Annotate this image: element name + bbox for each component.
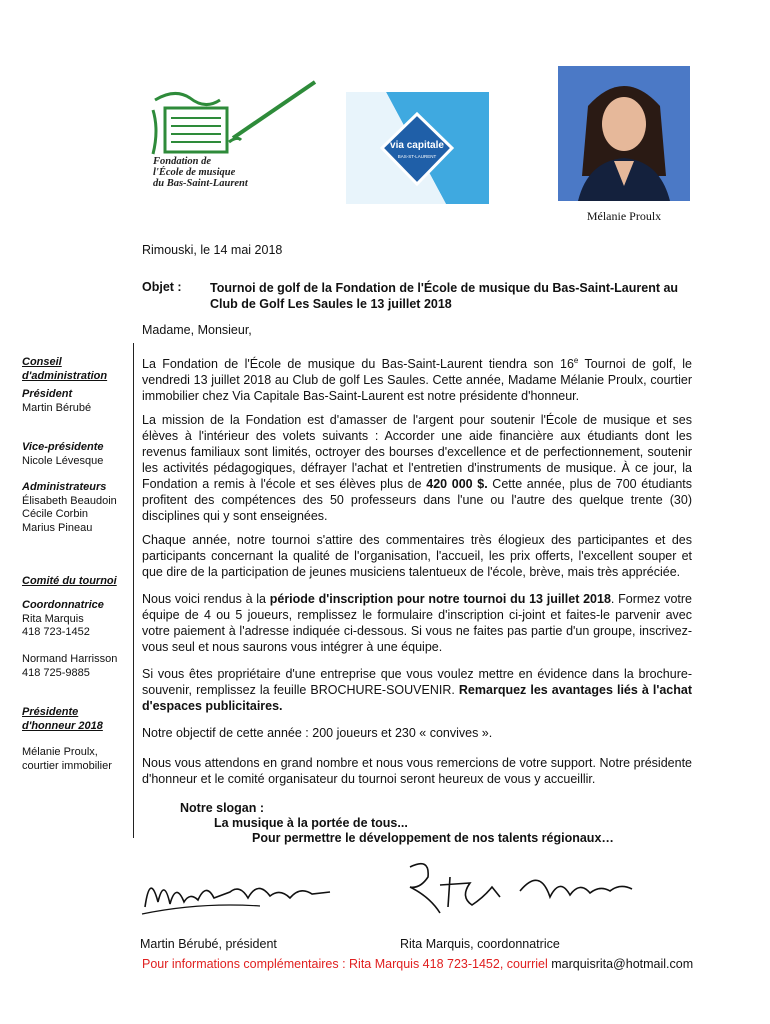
sidebar-admins [22,481,130,535]
signature-left [140,862,350,951]
sidebar-name: Rita Marquis [22,612,84,625]
sidebar-coord [22,599,130,640]
sidebar-heading: Présidente d'honneur 2018 [22,706,103,732]
fondation-logo [145,70,330,200]
signature-left-name: Martin Bérubé, président [140,937,277,951]
letter-date: Rimouski, le 14 mai 2018 [142,243,283,257]
sidebar-name: Normand Harrisson [22,653,118,665]
sidebar-title: courtier immobilier [22,759,112,772]
sidebar-name: Élisabeth Beaudoin [22,494,117,507]
paragraph-4: Nous voici rendus à la période d'inscription pour notre tournoi du 13 juillet 2018. Formez votre équipe de 4 ou 5 joueurs, remplissez le formulaire d'inscription ci-joint et faites-le parvenir avec votre paiement à l'adresse indiquée ci-dessous. Si vous ne faites pas partie d'un groupe, inscrivez-vous seul et nous saurons vous intégrer à une équipe. [142,592,692,654]
sidebar-phone: 418 725-9885 [22,666,90,679]
signature-right [400,857,640,951]
sidebar-conseil [22,356,130,383]
signature-martin-icon [140,862,350,922]
sidebar-name: Mélanie Proulx, [22,746,98,758]
objet-text: Tournoi de golf de la Fondation de l'École de musique du Bas-Saint-Laurent au Club de Golf Les Saules le 13 juillet 2018 [210,281,679,311]
sidebar-name: Nicole Lévesque [22,454,104,467]
paragraph-5: Si vous êtes propriétaire d'une entreprise que vous voulez mettre en évidence dans la brochure-souvenir, remplissez la feuille BROCHURE-SOUVENIR. Remarquez les avantages liés à l'achat d'espaces publicitaires. [142,667,692,713]
salutation: Madame, Monsieur, [142,323,252,337]
sidebar-honneur [22,706,130,733]
paragraph-7: Nous vous attendons en grand nombre et nous vous remercions de votre support. Notre présidente d'honneur et le comité organisateur du tournoi seront heureux de vous y accueillir. [142,756,692,786]
footer-contact: Pour informations complémentaires : Rita Marquis 418 723-1452, courriel marquisrita@hotmail.com [142,957,694,971]
signature-rita-icon [400,857,640,922]
sidebar-phone: 418 723-1452 [22,626,90,638]
portrait-photo [558,66,690,201]
slogan-line-2: Pour permettre le développement de nos talents régionaux… [252,831,614,845]
sidebar-heading: Comité du tournoi [22,575,117,587]
sidebar-comite [22,575,130,589]
sidebar-heading: Conseil d'administration [22,356,108,382]
slogan-title: Notre slogan : [180,801,265,815]
fondation-logo-text: Fondation de l'École de musique du Bas-Saint-Laurent [153,156,248,189]
sidebar-vp [22,441,130,468]
sidebar-role: Administrateurs [22,481,107,493]
paragraph-6: Notre objectif de cette année : 200 joueurs et 230 « convives ». [142,726,493,740]
via-capitale-logo [346,92,489,204]
via-brand: via capitale [390,140,444,151]
sidebar-honneur-person [22,746,130,773]
sidebar-name: Marius Pineau [22,521,93,534]
sidebar-role: Coordonnatrice [22,599,104,611]
paragraph-1: La Fondation de l'École de musique du Bas-Saint-Laurent tiendra son 16e Tournoi de golf, le vendredi 13 juillet 2018 au Club de golf Les Saules. Cette année, Madame Mélanie Proulx, courtier immobilier chez Via Capitale Bas-Saint-Laurent est notre présidente d'honneur. [142,356,692,404]
sidebar-divider [133,343,134,838]
sidebar-role: Président [22,388,73,400]
slogan-line-1: La musique à la portée de tous... [214,816,408,830]
paragraph-3: Chaque année, notre tournoi s'attire des commentaires très élogieux des participantes et des participants concernant la qualité de l'organisation, l'accueil, les prix offerts, l'excellent souper et que dire de la participation de jeunes musiciens talentueux de l'école, brève, mais très appréciée. [142,533,692,579]
via-sub: BAS-ST-LAURENT [397,154,437,159]
signature-right-name: Rita Marquis, coordonnatrice [400,937,560,951]
objet-label: Objet : [142,280,182,294]
sidebar-other [22,653,130,680]
sidebar-name: Martin Bérubé [22,401,92,414]
sidebar-role: Vice-présidente [22,441,104,453]
footer-email[interactable]: marquisrita@hotmail.com [551,957,694,971]
photo-caption: Mélanie Proulx [586,209,662,223]
slogan [180,801,614,846]
paragraph-2: La mission de la Fondation est d'amasser de l'argent pour soutenir l'École de musique et ses élèves à l'intérieur des volets suivants : Accorder une aide financière aux étudiants dont les revenus familiaux sont limités, octroyer des bourses d'excellence et de perfectionnement, soutenir les activités pédagogiques, défrayer l'achat et l'entretien d'instruments de musique. À ce jour, la Fondation a remis à l'école et ses élèves plus de 420 000 $. Cette année, plus de 700 étudiants profitent des compétences des 50 professeurs dans l'une ou l'autre des quelque trente (30) disciplines qui y sont enseignées. [142,413,692,523]
sidebar-president [22,388,130,415]
sidebar-name: Cécile Corbin [22,508,89,520]
